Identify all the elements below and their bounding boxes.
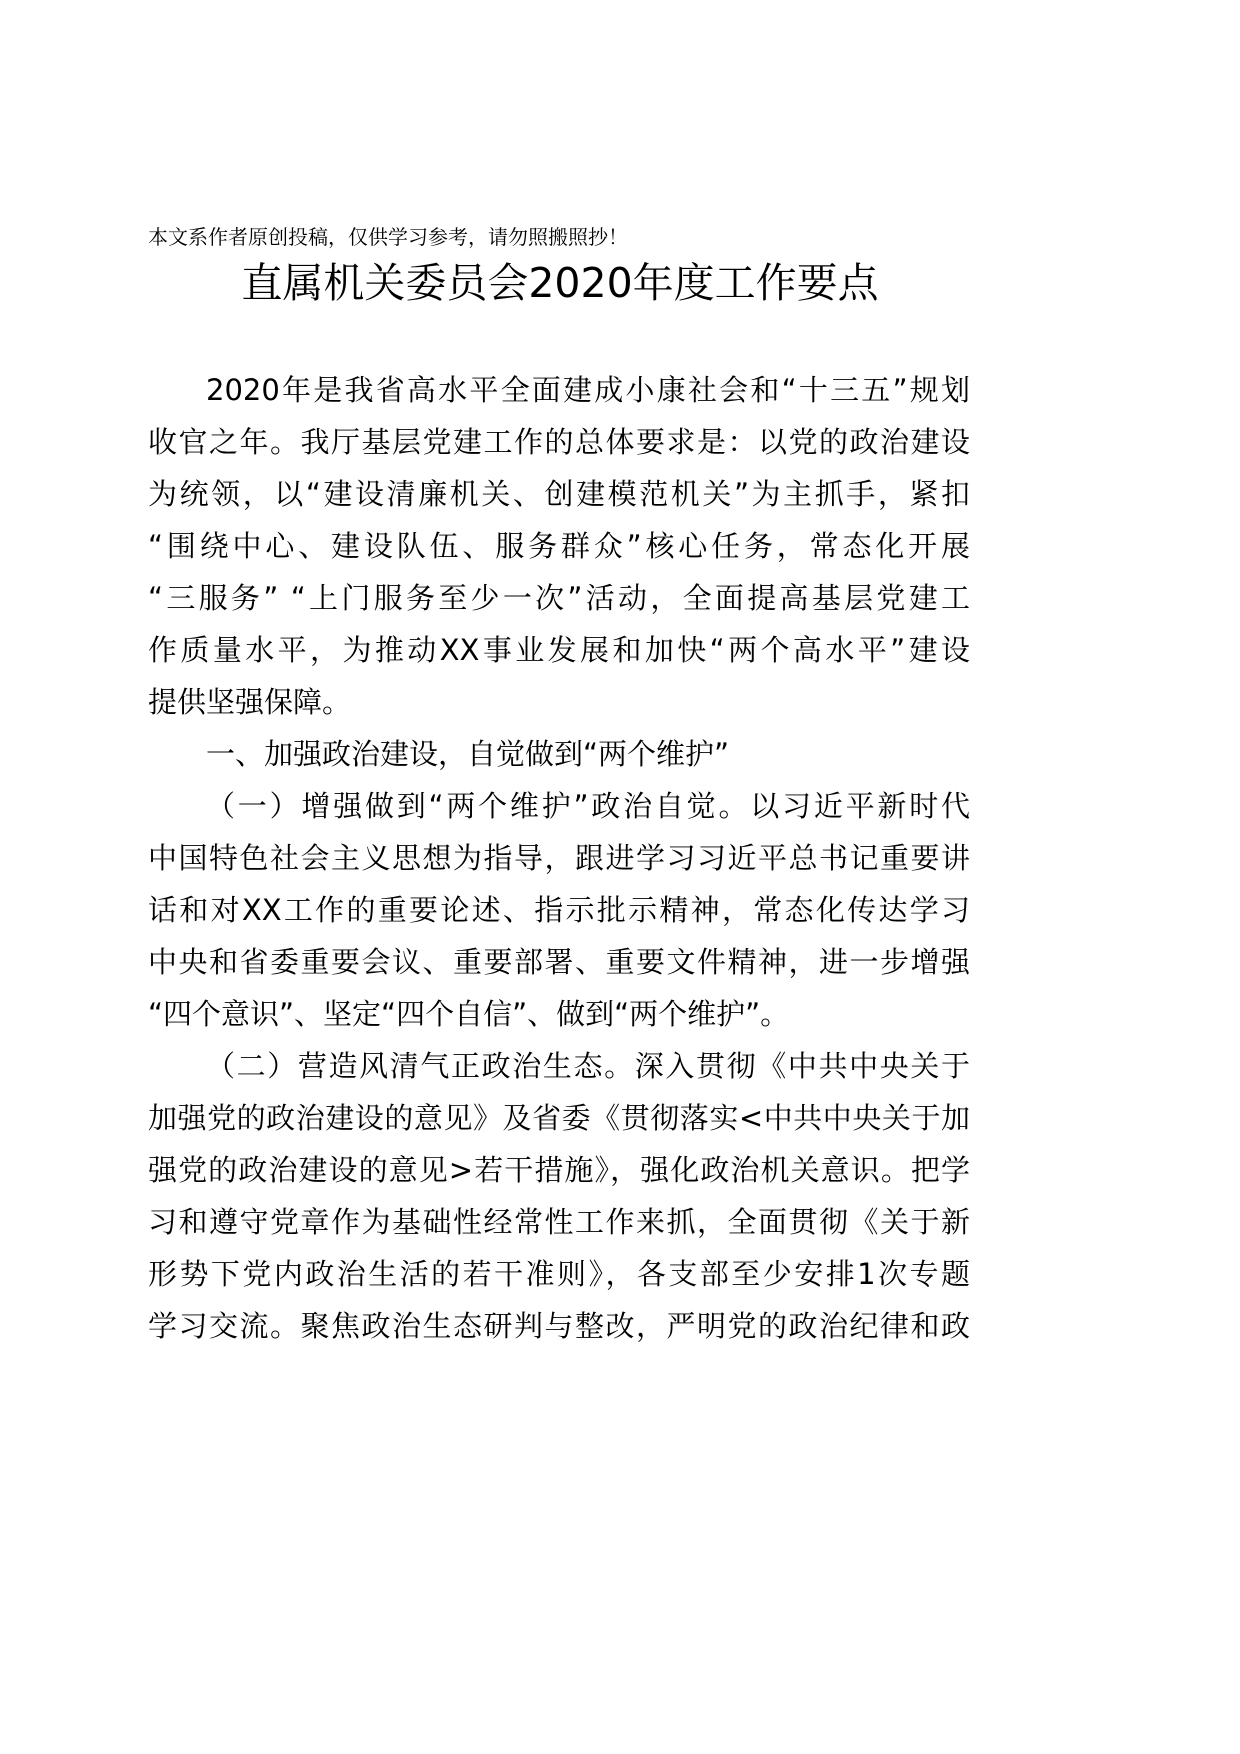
text-line: 习和遵守党章作为基础性经常性工作来抓，全面贯彻《关于新 <box>148 1205 970 1239</box>
section-heading: 一、加强政治建设，自觉做到“两个维护” <box>206 737 730 771</box>
text-line: 2020年是我省高水平全面建成小康社会和“十三五”规划 <box>206 373 970 407</box>
text-line: 收官之年。我厅基层党建工作的总体要求是：以党的政治建设 <box>148 425 970 459</box>
text-line: （二）营造风清气正政治生态。深入贯彻《中共中央关于 <box>206 1049 970 1083</box>
text-line: 形势下党内政治生活的若干准则》，各支部至少安排1次专题 <box>148 1257 970 1291</box>
text-line: 提供坚强保障。 <box>148 685 352 719</box>
document-title: 直属机关委员会2020年度工作要点 <box>241 259 879 307</box>
text-line: 加强党的政治建设的意见》及省委《贯彻落实<中共中央关于加 <box>148 1101 970 1135</box>
text-line: “围绕中心、建设队伍、服务群众”核心任务，常态化开展 <box>148 529 970 563</box>
text-line: 为统领，以“建设清廉机关、创建模范机关”为主抓手，紧扣 <box>148 477 970 511</box>
text-line: 中央和省委重要会议、重要部署、重要文件精神，进一步增强 <box>148 945 970 979</box>
text-line: “三服务” “上门服务至少一次”活动，全面提高基层党建工 <box>148 581 970 615</box>
text-line: “四个意识”、坚定“四个自信”、做到“两个维护”。 <box>148 997 790 1031</box>
paragraph-subsection-2 <box>148 1040 970 1352</box>
text-line: 作质量水平，为推动XX事业发展和加快“两个高水平”建设 <box>148 633 970 667</box>
text-line: 中国特色社会主义思想为指导，跟进学习习近平总书记重要讲 <box>148 841 970 875</box>
copyright-notice: 本文系作者原创投稿，仅供学习参考，请勿照搬照抄！ <box>148 225 628 249</box>
text-line: 学习交流。聚焦政治生态研判与整改，严明党的政治纪律和政 <box>148 1309 970 1343</box>
paragraph-subsection-1 <box>148 780 970 1040</box>
text-line: 话和对XX工作的重要论述、指示批示精神，常态化传达学习 <box>148 893 970 927</box>
text-line: （一）增强做到“两个维护”政治自觉。以习近平新时代 <box>206 789 970 823</box>
document-body <box>148 364 970 1352</box>
text-line: 强党的政治建设的意见>若干措施》，强化政治机关意识。把学 <box>148 1153 970 1187</box>
paragraph-intro <box>148 364 970 728</box>
